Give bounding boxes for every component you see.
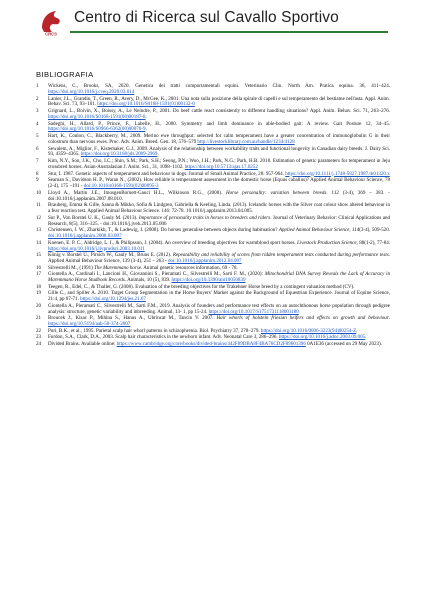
reference-item <box>36 342 390 348</box>
reference-item <box>36 216 390 228</box>
reference-number: 9 <box>36 177 39 184</box>
svg-text:CRCS: CRCS <box>45 31 57 36</box>
reference-text <box>48 272 390 284</box>
reference-link[interactable]: https://doi.org/10.5713/ajas.17.0252 <box>184 163 258 170</box>
reference-text <box>48 203 390 215</box>
reference-item <box>36 178 390 190</box>
reference-text-segment: Broucek J., Kisac P., Mihina S., Hanus A., Uhrincat M., Tancin V. 2007. <box>48 315 217 322</box>
reference-link[interactable]: https://doi.org/10.1016/S0168-1591(00)00187-8 <box>48 113 146 120</box>
reference-text-segment: Lanier, J.L., Grandin, T., Green, R., Avery, D., McGee, K., 2001. Una nota sulla posizione della spirale di capelli e sul temperamento del bestiame nell'asta. Appl. Anim. Behav. Sci. 73, 93–101. <box>48 95 390 108</box>
reference-number: 22 <box>36 327 42 334</box>
reference-item <box>36 291 390 303</box>
reference-text <box>48 134 390 146</box>
reference-number: 1 <box>36 83 39 89</box>
reference-text <box>48 241 390 253</box>
reference-text-segment: , 88(1-2), 77-84. <box>356 239 391 246</box>
reference-link[interactable]: doi:10.1016/j.applanim.2012.04.007 <box>167 258 242 264</box>
reference-text-segment: . 112 (3-4), 369 – 383. - doi:10.1016/j.applanim.2007.08.010. <box>48 189 390 202</box>
reference-text <box>48 122 390 134</box>
reference-text-segment: Kim, N.Y., Son, J.K., Cho, I.C.; Shin, S.M.; Park, S.H.; Seong, P.N.; Woo, J.H.; Park, N.G.; Park, H.B. 2018. Estimation of genetic parameters for temperament in Jeju crossbred horses. Asian-Australasian J. Anim. Sci., 31, 1098–1102. <box>48 158 390 170</box>
reference-number: 12 <box>36 214 42 221</box>
reference-text <box>48 291 390 303</box>
page-header <box>0 0 424 40</box>
reference-link[interactable]: https://doi.org/10.1016/j.adnc.2003.09.005 <box>278 334 366 341</box>
reference-text-segment: . Animals, 10 (5), 839. <box>124 277 172 284</box>
reference-link[interactable]: https://doi.org/10.1016/0006-3223(94)00254-Z <box>260 327 357 334</box>
reference-text-segment: Sadeghi, H., Allard, P., Prince, F., Labelle, H., 2000. Symmetry and limb dominance in able-bodied gait: A review. Gait Posture 12, 34–45. <box>48 120 390 127</box>
reference-text <box>48 159 390 171</box>
reference-text-segment: . Journal of Veterinary Behavior: Clinical Applications and Research, 8(5), 316–325. - doi:10.1016/j.jveb.2013.05.006 <box>48 214 390 227</box>
reference-number: 17 <box>36 271 42 278</box>
reference-text-segment: Silvestrelli M., (1991) <box>48 264 95 271</box>
reference-link[interactable]: https://doi.org/10.5194/aab-50-374-2007 <box>48 321 131 328</box>
reference-item <box>36 84 390 96</box>
reference-text-segment: Teegen, R., Edel, C., & Thaller, G. (2008). Evaluation of the breeding objectives for the Trakehner Horse breed by a contingent valuation method (CV). <box>48 283 355 290</box>
reference-text <box>48 304 390 316</box>
reference-item <box>36 272 390 284</box>
reference-text <box>48 316 390 328</box>
reference-number: 13 <box>36 227 42 234</box>
reference-text-segment: . <box>145 113 147 120</box>
reference-link[interactable]: https://doi.org/10.3390/ani10050839 <box>171 277 246 284</box>
reference-item <box>36 122 390 134</box>
reference-number: 8 <box>36 170 39 177</box>
reference-number: 15 <box>36 252 42 259</box>
reference-item <box>36 109 390 121</box>
reference-text <box>48 178 390 190</box>
reference-text-segment: Sewalem, A., Miglior, F., Kistemaker, G.J., 2009. Analysis of the relationship between workability traits and functional longevity in Canadian dairy breeds. J. Dairy Sci. 93, 4359–4365. <box>48 145 390 158</box>
reference-title-italic: Mitochondrial DNA Survey Reveals the Lack of Accuracy in Maremmano Horse Studbook Records <box>48 271 390 284</box>
reference-text-segment: . <box>145 126 147 133</box>
reference-link[interactable]: https://doi.org/10.3168/jds.2009-2969 <box>80 151 158 158</box>
reference-item <box>36 147 390 159</box>
reference-text <box>48 342 390 348</box>
reference-text-segment: (3-4), 509-520. <box>359 227 390 234</box>
header-title: Centro di Ricerca sul Cavallo Sportivo <box>74 9 339 26</box>
reference-title-italic: Importance of personality traits in horses to breeders and riders <box>138 214 271 221</box>
reference-text <box>48 147 390 159</box>
reference-text-segment: 0A1E36 (accessed on 29 May 2023). <box>305 340 382 347</box>
reference-text-segment: Brauberg, Emma & Gille, Sanna & Mikko, Sofia & Lindgren, Gabriella & Keeling, Linda. (2013). Icelandic horses with the Silver coat colour show altered behaviour in a fear reaction test. Applied Animal Behaviour Science. 146: 72-78. 10.1016/j.applanim.2013.04.005. <box>48 202 390 214</box>
reference-item <box>36 304 390 316</box>
reference-text-segment: . <box>157 151 159 158</box>
reference-text-segment: Giontella A., Pieramati C., Silvestrelli M., Sarti F.M., 2019. Analysis of founders and performance test effects on an autochthonous horse population through pedigree analysis: structure, genetic variability and inbreeding. Animal, 13- 1, pp 15-24. <box>48 302 390 315</box>
reference-number: 10 <box>36 189 42 196</box>
reference-text-segment: . <box>365 334 367 341</box>
reference-number: 3 <box>36 108 39 114</box>
reference-text-segment: Seaman S., Davidson H. P., Waran N., (2002). How reliable is temperament assessment in the domestic horse (Equus caballus)? Applied Animal Behaviour Science, 78 (2-4), 175 –191 - <box>48 177 390 189</box>
reference-number: 20 <box>36 302 42 309</box>
reference-link[interactable]: doi:10.1016/j.applanim.2008.03.007 <box>48 233 122 239</box>
reference-text-segment: Stur, I. 1987. Genetic aspects of temperament and behaviour in dogs. Journal of Small Animal Practice, 28: 957-964. <box>48 170 286 177</box>
reference-item <box>36 191 390 203</box>
reference-text <box>48 228 390 240</box>
reference-item <box>36 241 390 253</box>
reference-link[interactable]: https://www.cambridge.org/core/books/divided-brains/442F89DBA8F4BA76CD2F89601396 <box>116 340 306 347</box>
reference-number: 5 <box>36 133 39 139</box>
reference-text-segment: Koenen, E. P. C., Aldridge, L. I., & Philipsson, J. (2004). An overview of breeding objectives for warmblood sport horses. <box>48 239 297 246</box>
reference-number: 11 <box>36 202 41 209</box>
reference-title-italic: Livestock Production Science <box>297 239 357 246</box>
reference-title-italic: Repeatability and reliability of scores from ridden temperament tests conducted during performance tests <box>172 252 389 259</box>
reference-number: 7 <box>36 158 39 164</box>
reference-text-segment: Divided Brains. Available online: <box>48 340 117 347</box>
reference-item <box>36 253 390 265</box>
reference-link[interactable]: https://doi.org/10.1111/j.1748-5827.1987.tb01320.x <box>285 170 390 177</box>
reference-text-segment: Wickens, C., Brooks, SA, 2020. Genetica dei tratti comportamentali equini. Veterinario Clin. North Am. Pratica equina. 36, 411–424. <box>48 83 390 89</box>
reference-text-segment: Sur P., Von Borstel U. K., Gauly M. (2013). <box>48 214 139 221</box>
reference-title-italic: Horse personality: variation between breeds <box>226 189 327 196</box>
reference-item <box>36 228 390 240</box>
reference-item <box>36 134 390 146</box>
reference-text <box>48 253 390 265</box>
reference-link[interactable]: https://doi.org/10.1016/S0168-1591(01)00132-0 <box>97 101 195 108</box>
reference-title-italic: Hair whorls of holstein friesian heifers and effects on growth and behaviour <box>216 315 389 322</box>
reference-item <box>36 97 390 109</box>
reference-text-segment: . Animal genetic resources information, 69 - 78. <box>141 264 238 271</box>
reference-number: 2 <box>36 95 39 102</box>
reference-number: 21 <box>36 315 42 322</box>
reference-number: 24 <box>36 340 42 347</box>
reference-number: 4 <box>36 120 39 127</box>
reference-number: 23 <box>36 334 42 341</box>
reference-list <box>36 84 390 348</box>
reference-link[interactable]: doi:10.1016/s0168-1591(02)00095-3 <box>83 183 159 189</box>
reference-text-segment: . Applied Animal Behaviour Science, 139 (3-4), 251 – 263 - <box>48 252 390 264</box>
reference-text-segment: Grignard, L., Boivin, X., Boissy, A., Le Neindre, P., 2001. Do beef cattle react consistently to different handling situations? Appl. Anim. Behav. Sci. 71, 263–276. <box>48 108 390 114</box>
reference-text <box>48 191 390 203</box>
reference-text-segment: Christensen, J. W., Zharkikh, T., & Ladewig, J. (2008). Do horses generalise between objects during habituation? <box>48 227 279 234</box>
reference-text <box>48 97 390 109</box>
reference-item <box>36 203 390 215</box>
reference-item <box>36 159 390 171</box>
reference-title-italic: Applied Animal Behaviour Science, 114 <box>278 227 360 234</box>
header-divider <box>70 31 388 33</box>
reference-text <box>48 216 390 228</box>
reference-link[interactable]: https://doi.org/10.1016/j.cveq.2020.03.014 <box>48 88 135 95</box>
reference-text-segment: Gille C., and Spiller A. 2010. Target Group Segmentation in the Horse Buyers' Market against the Background of Equestrian Experience. Journal of Equine Science, 21:4, pp 67-71. <box>48 290 390 303</box>
reference-link[interactable]: https://doi.org/10.1016/j.livprodsci.2003.10.011 <box>48 245 145 252</box>
reference-number: 14 <box>36 239 42 246</box>
reference-number: 16 <box>36 264 42 271</box>
reference-text-segment: Hart, K., Conlon, C., Blackberry, M., 2009. Merino ewe throughput: selected for calm temperament have a greater concentration of immunoglobulin G in their colostrum than nervous ewes. Proc. Adv. Anim. Breed. Gen. 18, 576–579 <box>48 133 390 145</box>
reference-text-segment: Lloyd A., Martin J.E., ImosgenBornett-Gauci H.L., Wilkinson R.G., (2008). <box>48 189 227 196</box>
reference-link[interactable]: https://doi.org/10.1294/jes.21.67 <box>80 296 146 303</box>
section-title: BIBLIOGRAFIA <box>36 70 94 79</box>
reference-text <box>48 109 390 121</box>
reference-text-segment: . <box>388 315 390 322</box>
reference-number: 18 <box>36 283 42 290</box>
reference-text <box>48 84 390 96</box>
reference-text-segment: Giontella A., Cardinali I., Lancioni H., Giovannini S., Pieramati C., Silvestrelli M., Sarti F. M., (2020): <box>48 271 265 278</box>
reference-number: 6 <box>36 145 39 152</box>
crcs-logo-icon <box>36 6 66 36</box>
reference-text-segment: . <box>356 327 358 334</box>
reference-link[interactable]: http://livestocklibrary.com.au/handle/1234/4128 <box>197 138 295 145</box>
reference-text-segment: Puri, B.K., et al., 1995. Parietal scalp hair whorl patterns in schizophrenia. Biol. Psychiatry 37, 278–279. <box>48 327 261 334</box>
reference-text-segment: König v. Borstel U., Pirsich W., Gauly M., Bruns E. (2012). <box>48 252 173 259</box>
reference-link[interactable]: https://doi.org/10.1016/S0966-6362(00)00070-9 <box>48 126 146 133</box>
reference-item <box>36 316 390 328</box>
reference-number: 19 <box>36 290 42 297</box>
reference-link[interactable]: https://doi.org/10.1017/S1751731118001180 <box>208 308 299 315</box>
reference-text-segment: Furdon, S.A., Clark, D.A., 2003. Scalp hair characteristics in the newborn infant. Adv. Neonatal Care 3, 286–296. <box>48 334 279 341</box>
reference-title-italic: The Maremmano horse <box>94 264 142 271</box>
